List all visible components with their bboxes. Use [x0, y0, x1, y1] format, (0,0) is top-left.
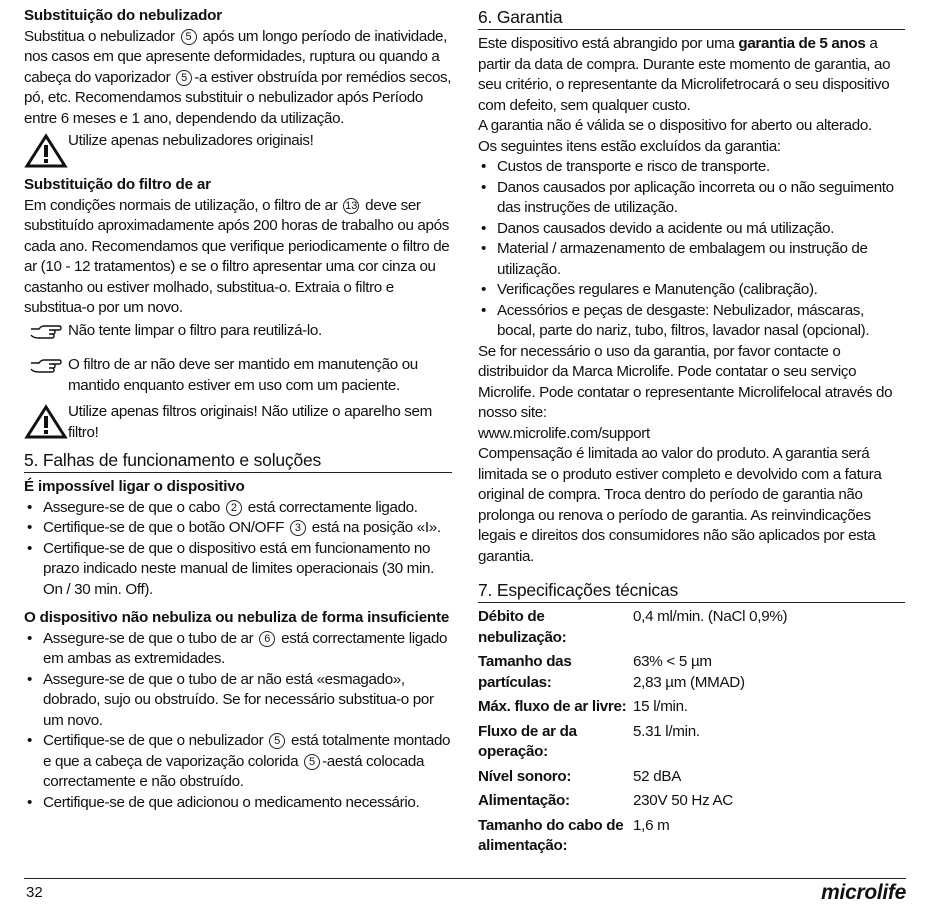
no-nebulization-list [24, 629, 452, 814]
text-fragment: -a estiver obstruída por remédios secos, pó, etc. Recomendamos substituir o nebulizador após Período entre 6 meses e 1 ano, dependendo da utilização. [24, 68, 452, 127]
ref-number: 5 [181, 29, 197, 45]
ref-number: 5 [269, 733, 285, 749]
right-column [478, 6, 905, 861]
ref-number: 5 [304, 754, 320, 770]
table-row [478, 722, 905, 767]
ref-number: 13 [345, 199, 358, 212]
warning-triangle-icon [24, 404, 68, 440]
spec-label: Débito de nebulização: [478, 608, 567, 646]
warning-triangle-icon [24, 133, 68, 169]
specifications-table [478, 607, 905, 861]
text-fragment: a partir da data de compra. Durante este momento de garantia, ao seu critério, o representante da Microlifetrocará o seu dispositivo com defeito, sem qualquer custo. [478, 35, 891, 114]
list-item: • Danos causados por aplicação incorreta ou o não seguimento das instruções de utilização. [478, 178, 905, 219]
no-power-list [24, 498, 452, 601]
text-fragment: Este dispositivo está abrangido por uma [478, 35, 735, 52]
table-row [478, 652, 905, 697]
text-fragment: está totalmente montado e que a cabeça de vaporização colorida [43, 732, 451, 770]
spec-label: Máx. fluxo de ar livre: [478, 698, 627, 715]
list-item [24, 629, 452, 670]
text-fragment: deve ser substituído aproximadamente após 200 horas de trabalho ou após cada ano. Recomendamos que verifique periodicamente o filtro de ar (10 - 12 tratamentos) e se o filtro apresentar uma cor cinza ou castanho ou estiver molhado, substitua-o. Extraia o filtro e substitua-o por um novo. [24, 196, 450, 316]
spec-label: Nível sonoro: [478, 767, 572, 785]
ref-number: 2 [226, 500, 242, 516]
spec-value: 5.31 l/min. [633, 722, 700, 740]
warranty-void-text: A garantia não é válida se o dispositivo for aberto ou alterado. [478, 117, 872, 134]
list-item [24, 498, 452, 519]
list-item: • Certifique-se de que adicionou o medicamento necessário. [24, 793, 452, 814]
nebulizer-replacement-heading: Substituição do nebulizador [24, 7, 222, 24]
table-row [478, 791, 905, 816]
spec-value: 15 l/min. [633, 698, 688, 715]
filter-replacement-text [24, 196, 452, 319]
nebulizer-replacement-text [24, 27, 452, 130]
footer-divider [24, 878, 906, 879]
ref-number: 5 [176, 70, 192, 86]
text-fragment: -aestá colocada correctamente e não obstruído. [43, 752, 425, 790]
filter-warning [24, 402, 452, 443]
no-power-heading: É impossível ligar o dispositivo [24, 478, 245, 495]
table-row [478, 767, 905, 792]
list-item: • Verificações regulares e Manutenção (calibração). [478, 280, 905, 301]
text-fragment: Certifique-se de que o botão ON/OFF [43, 519, 284, 536]
text-fragment: Certifique-se de que o nebulizador [43, 732, 264, 749]
text-fragment: Assegure-se de que o cabo [43, 498, 221, 516]
page-number: 32 [26, 884, 43, 901]
list-item [24, 518, 452, 539]
table-row [478, 816, 905, 861]
ref-number: 6 [259, 631, 275, 647]
spec-label: Tamanho das partículas: [478, 653, 572, 691]
support-link[interactable]: www.microlife.com/support [478, 424, 650, 442]
spec-value: 63% < 5 µm 2,83 µm (MMAD) [633, 653, 745, 691]
warranty-period: garantia de 5 anos [738, 35, 866, 52]
list-item [24, 731, 452, 793]
list-item: • Certifique-se de que o dispositivo está em funcionamento no prazo indicado neste manual de limites operacionais (30 min. On / 30 min. Off). [24, 539, 452, 601]
table-row [478, 607, 905, 652]
list-item: • Acessórios e peças de desgaste: Nebulizador, máscaras, bocal, parte do nariz, tubo, filtros, lavador nasal (opcional). [478, 301, 905, 342]
note-text: O filtro de ar não deve ser mantido em manutenção ou mantido enquanto estiver em uso com um paciente. [68, 356, 418, 394]
left-column [24, 6, 452, 813]
warning-text: Utilize apenas nebulizadores originais! [68, 132, 314, 149]
section-6-title: 6. Garantia [478, 6, 905, 30]
ref-number: 3 [290, 520, 306, 536]
spec-value: 0,4 ml/min. (NaCl 0,9%) [633, 608, 788, 625]
warranty-exclusions-list [478, 157, 905, 342]
no-nebulization-heading: O dispositivo não nebuliza ou nebuliza de forma insuficiente [24, 609, 450, 626]
note-text: Não tente limpar o filtro para reutilizá-lo. [68, 321, 322, 339]
text-fragment: está na posição «I». [311, 519, 441, 536]
spec-value: 52 dBA [633, 767, 682, 785]
brand-logo: microlife [821, 881, 906, 904]
spec-label: Fluxo de ar da operação: [478, 722, 577, 760]
spec-value: 1,6 m [633, 816, 670, 834]
list-item: • Danos causados devido a acidente ou má utilização. [478, 219, 905, 240]
text-fragment: Em condições normais de utilização, o filtro de ar [24, 196, 338, 214]
text-fragment: Substitua o nebulizador [24, 27, 175, 45]
pointing-hand-icon [24, 358, 68, 374]
text-fragment: Assegure-se de que o tubo de ar [43, 629, 254, 647]
table-row [478, 697, 905, 722]
pointing-hand-icon [24, 324, 68, 340]
filter-note-1 [24, 321, 452, 342]
warranty-compensation-text: Compensação é limitada ao valor do produto. A garantia será limitada se o produto estiver completo e devolvido com a fatura original de compra. Troca dentro do período de garantia não prolonga ou renova o período de garantia. As reinvindicações legais e direitos dos consumidores não são aplicados por esta garantia. [478, 445, 882, 565]
text-fragment: está correctamente ligado em ambas as extremidades. [43, 629, 448, 667]
section-5-title: 5. Falhas de funcionamento e soluções [24, 449, 452, 473]
warning-text: Utilize apenas filtros originais! Não utilize o aparelho sem filtro! [68, 403, 432, 441]
filter-note-2 [24, 355, 452, 396]
text-fragment: está correctamente ligado. [247, 498, 418, 516]
nebulizer-warning [24, 131, 452, 169]
list-item: • Assegure-se de que o tubo de ar não está «esmagado», dobrado, sujo ou obstruído. Se for necessário substitua-o por um novo. [24, 670, 452, 732]
filter-replacement-heading: Substituição do filtro de ar [24, 176, 211, 193]
list-item: • Material / armazenamento de embalagem ou instrução de utilização. [478, 239, 905, 280]
warranty-contact-text: Se for necessário o uso da garantia, por favor contacte o distribuidor da Marca Microlife. Pode contatar o seu serviço Microlife. Pode contatar o representante Microlifelocal através do nosso site: [478, 342, 893, 421]
list-item: • Custos de transporte e risco de transporte. [478, 157, 905, 178]
warranty-exclusions-intro: Os seguintes itens estão excluídos da garantia: [478, 137, 781, 155]
section-7-title: 7. Especificações técnicas [478, 579, 905, 603]
warranty-intro [478, 34, 905, 116]
text-fragment: após um longo período de inatividade, nos casos em que apresente deformidades, ruptura ou quando a cabeça do vaporizador [24, 27, 448, 86]
spec-label: Tamanho do cabo de alimentação: [478, 816, 624, 854]
spec-value: 230V 50 Hz AC [633, 792, 733, 809]
spec-label: Alimentação: [478, 792, 570, 809]
